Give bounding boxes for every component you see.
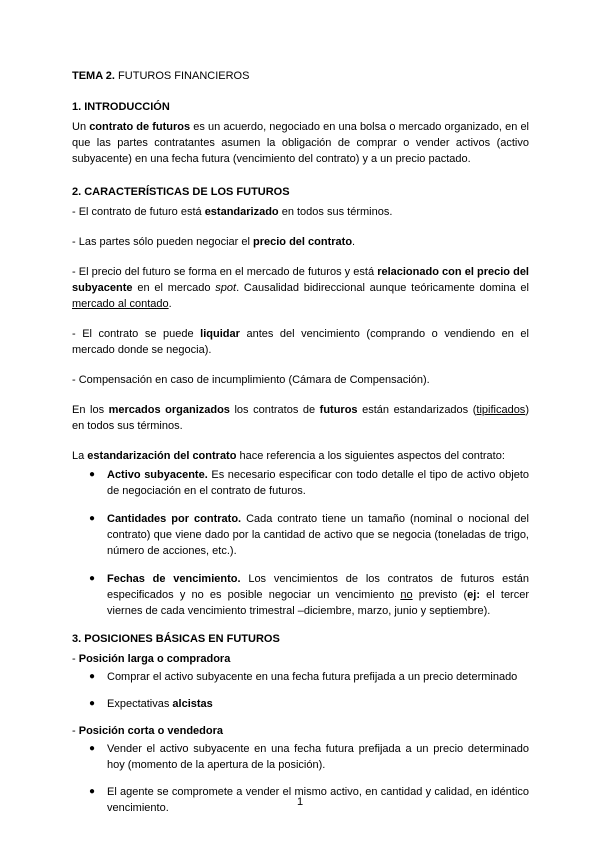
feature-price: - Las partes sólo pueden negociar el precio del contrato. (72, 236, 356, 248)
list-item: ● El agente se compromete a vender el mismo activo, en cantidad y calidad, en idéntico vencimiento. (89, 786, 529, 814)
standardization-paragraph: La estandarización del contrato hace referencia a los siguientes aspectos del contrato: (72, 450, 505, 462)
list-item: ● Vender el activo subyacente en una fecha futura prefijada a un precio determinado hoy (momento de la apertura de la posición). (89, 743, 529, 771)
feature-standardized: - El contrato de futuro está estandarizado en todos sus términos. (72, 206, 393, 218)
list-item: ● Expectativas alcistas (89, 698, 213, 710)
feature-price-formation: - El precio del futuro se forma en el mercado de futuros y está relacionado con el precio del subyacente en el mercado spot. Causalidad bidireccional aunque teóricamente domina el mercado al contado. (72, 266, 529, 310)
list-item: ● Comprar el activo subyacente en una fecha futura prefijada a un precio determinado (89, 671, 518, 683)
list-item: ● Cantidades por contrato. Cada contrato tiene un tamaño (nominal o nocional del contrato) que viene dado por la cantidad de activo que se negocia (toneladas de trigo, número de acciones, etc.). (89, 513, 529, 557)
bullet-icon: ● (89, 573, 96, 584)
bullet-icon: ● (89, 671, 96, 682)
standardization-list (72, 467, 529, 619)
bullet-icon: ● (89, 698, 96, 709)
document-title: TEMA 2. FUTUROS FINANCIEROS (72, 70, 250, 82)
list-item: ● Activo subyacente. Es necesario especificar con todo detalle el tipo de activo objeto de negociación en el contrato de futuros. (89, 469, 529, 497)
list-item: ● Fechas de vencimiento. Los vencimientos de los contratos de futuros están especificados y no es posible negociar un vencimiento no previsto (ej: el tercer viernes de cada vencimiento trimestral –diciembre, marzo, junio y septiembre). (89, 573, 530, 617)
section-1-heading: 1. INTRODUCCIÓN (72, 101, 170, 113)
bullet-icon: ● (89, 786, 96, 797)
document-page (72, 68, 529, 827)
bullet-icon: ● (89, 513, 96, 524)
intro-paragraph: Un contrato de futuros es un acuerdo, negociado en una bolsa o mercado organizado, en el que las partes contratantes asumen la obligación de comprar o vender activos (activo subyacente) en una fecha futura (vencimiento del contrato) y a un precio pactado. (72, 121, 530, 165)
section-2-heading: 2. CARACTERÍSTICAS DE LOS FUTUROS (72, 186, 290, 198)
section-3-heading: 3. POSICIONES BÁSICAS EN FUTUROS (72, 633, 280, 645)
feature-liquidation: - El contrato se puede liquidar antes del vencimiento (comprando o vendiendo en el mercado donde se negocia). (72, 328, 529, 356)
long-position-list (72, 669, 529, 712)
page-number: 1 (296, 796, 304, 808)
long-position-label: - Posición larga o compradora (72, 653, 231, 665)
short-position-label: - Posición corta o vendedora (72, 725, 223, 737)
bullet-icon: ● (89, 469, 96, 480)
organized-markets-paragraph: En los mercados organizados los contratos de futuros están estandarizados (tipificados) en todos sus términos. (72, 404, 529, 432)
bullet-icon: ● (89, 743, 96, 754)
feature-compensation: - Compensación en caso de incumplimiento (Cámara de Compensación). (72, 374, 430, 386)
